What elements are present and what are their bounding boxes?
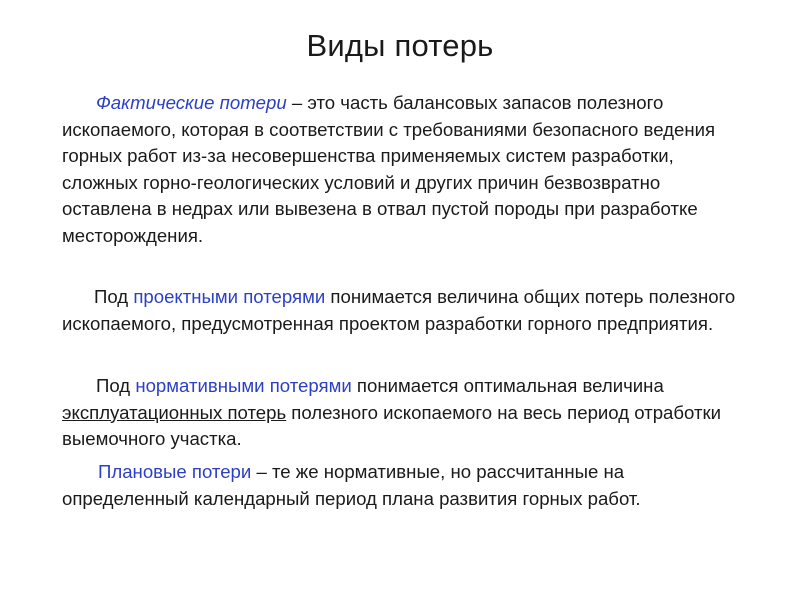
paragraph-lead: Под (96, 375, 136, 396)
paragraph-actual-losses (62, 90, 752, 249)
paragraph-text: – это часть балансовых запасов полезного ископаемого, которая в соответствии с требованиями безопасного ведения горных работ из-за несовершенства применяемых систем разработки, сложных горно-геологических условий и других причин безвозвратно оставлена в недрах или вывезена в отвал пустой породы при разработке месторождения. (62, 92, 716, 246)
term-design-losses: проектными потерями (133, 286, 326, 307)
paragraph-text: понимается оптимальная величина (351, 375, 664, 396)
term-normative-losses: нормативными потерями (135, 375, 352, 396)
slide-title: Виды потерь (306, 28, 494, 63)
paragraph-text: – те же нормативные, но рассчитанные на определенный календарный период плана развития горных работ. (62, 461, 641, 509)
term-planned-losses: Плановые потери (98, 461, 252, 482)
paragraph-lead: Под (94, 286, 134, 307)
paragraph-normative-losses (62, 373, 752, 453)
paragraph-design-losses (62, 284, 752, 337)
paragraph-planned-losses (62, 459, 752, 512)
paragraph-text: понимается величина общих потерь полезного ископаемого, предусмотренная проектом разработки горного предприятия. (62, 286, 736, 334)
paragraph-text: полезного ископаемого на весь период отработки выемочного участка. (62, 401, 721, 449)
term-actual-losses: Фактические потери (96, 92, 287, 113)
underlined-operational-losses: эксплуатационных потерь (62, 401, 287, 423)
